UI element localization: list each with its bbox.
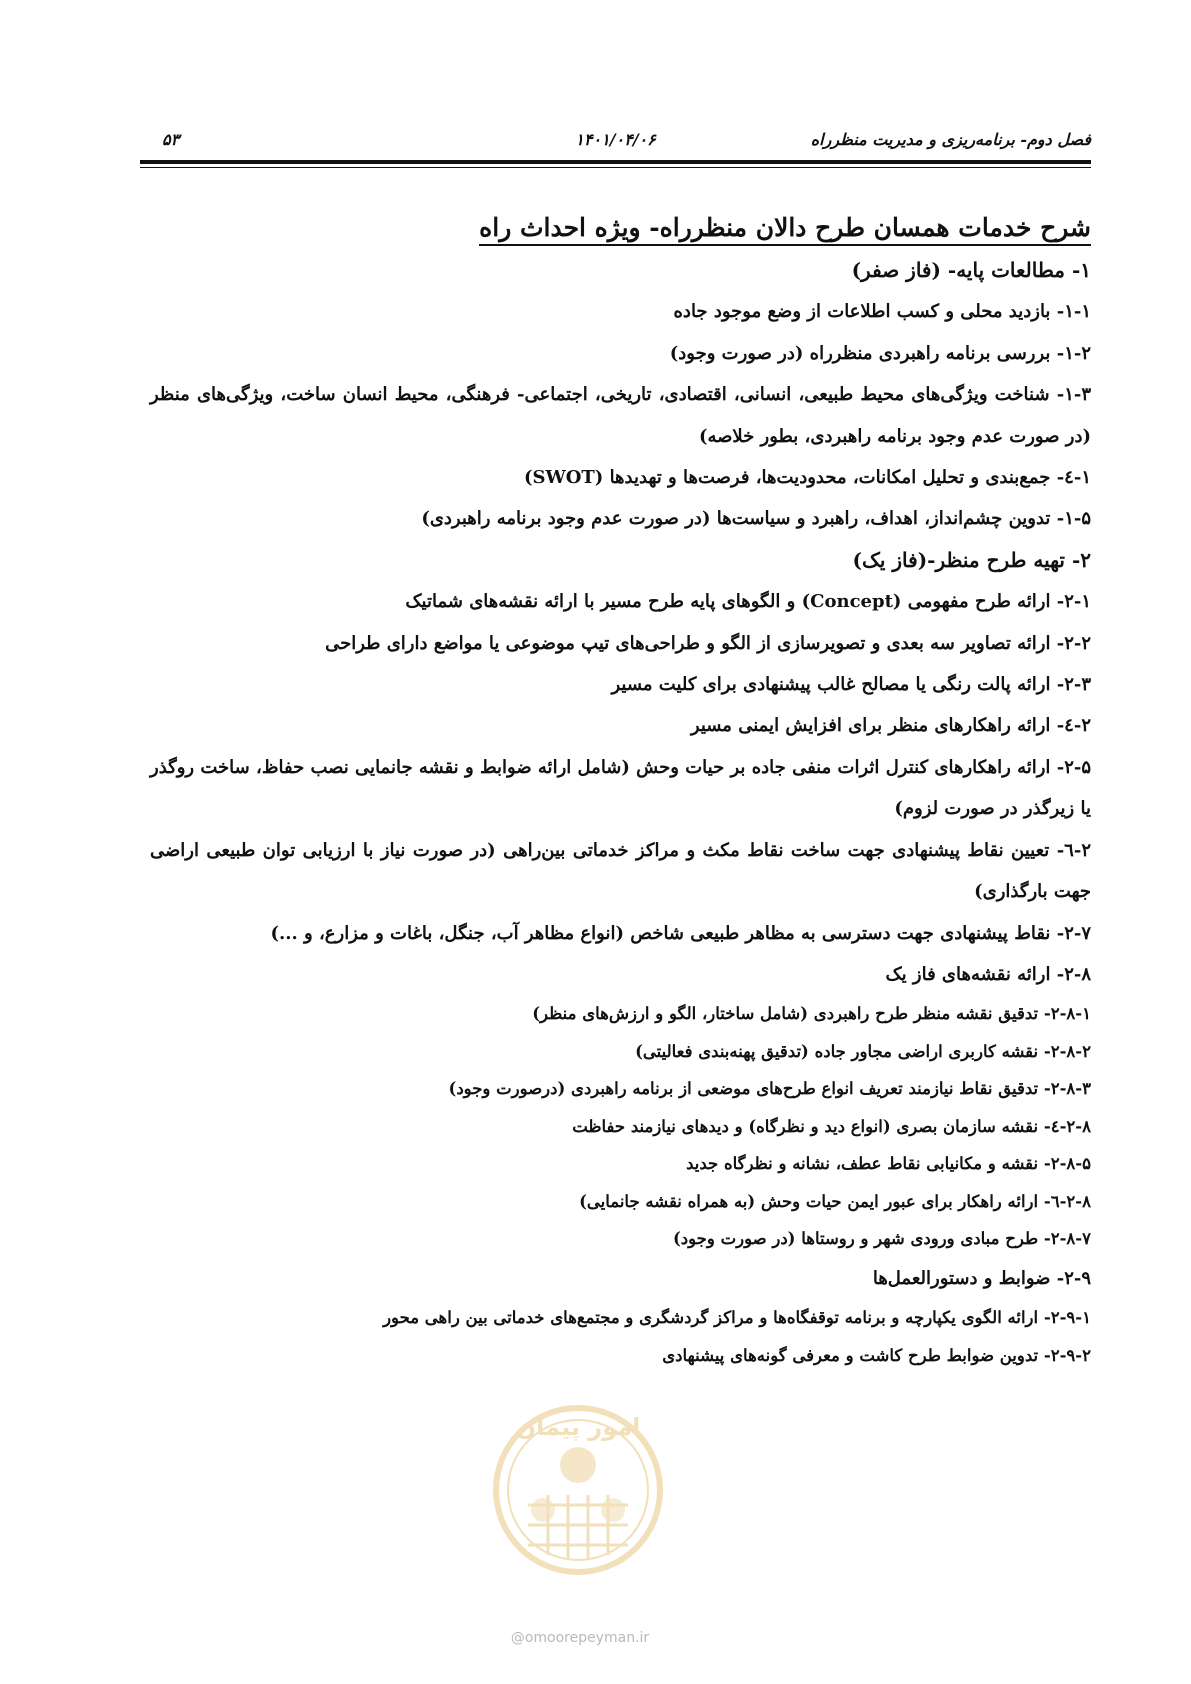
sub-list-item: ۲-۸-۷- طرح مبادی ورودی شهر و روستاها (در صورت وجود) [672,1229,1091,1249]
list-item: ۲-۳- ارائه پالت رنگی یا مصالح غالب پیشنهادی برای کلیت مسیر [611,674,1091,696]
document-body [150,210,1091,1374]
list-item: ۱-۵- تدوین چشم‌انداز، اهداف، راهبرد و سیاست‌ها (در صورت عدم وجود برنامه راهبردی) [421,508,1091,530]
page-header [140,130,1091,154]
section-title [150,210,1091,250]
list-item: ۲-۸- ارائه نقشه‌های فاز یک [885,963,1091,985]
list-item: ۲-۱- ارائه طرح مفهومی (Concept) و الگوهای پایه طرح مسیر با ارائه نقشه‌های شماتیک [405,591,1091,613]
phase-heading: ۱- مطالعات پایه- (فاز صفر) [851,258,1091,282]
sub-list-item: ۲-۹-۱- ارائه الگوی یکپارچه و برنامه توقفگاه‌ها و مراکز گردشگری و مجتمع‌های خدماتی بین راهی محور [383,1308,1091,1328]
watermark-logo-text: امور پیمان [515,1413,641,1441]
header-rule-thin [140,167,1091,168]
sub-list-item: ۲-۸-۲- نقشه کاربری اراضی مجاور جاده (تدقیق پهنه‌بندی فعالیتی) [635,1041,1091,1061]
list-item: ۲-٤- ارائه راهکارهای منظر برای افزایش ایمنی مسیر [690,715,1091,737]
watermark-logo [488,1385,668,1595]
list-item: ۱-۳- شناخت ویژگی‌های محیط طبیعی، انسانی، اقتصادی، تاریخی، اجتماعی- فرهنگی، محیط انسان ساخت، ویژگی‌های منظر (در صورت عدم وجود برنامه راهبردی، بطور خلاصه) [150,384,1091,447]
watermark-site [480,1630,680,1646]
list-item: ۲-۹- ضوابط و دستورالعمل‌ها [872,1267,1091,1289]
section-title-text: شرح خدمات همسان طرح دالان منظرراه- ویژه احداث راه [479,213,1091,246]
sub-list-item: ۲-۸-٦- ارائه راهکار برای عبور ایمن حیات وحش (به همراه نقشه جانمایی) [579,1191,1091,1211]
sub-list-item: ۲-۸-۳- تدقیق نقاط نیازمند تعریف انواع طرح‌های موضعی از برنامه راهبردی (درصورت وجود) [448,1079,1091,1099]
list-item: ۱-٤- جمع‌بندی و تحلیل امکانات، محدودیت‌ها، فرصت‌ها و تهدیدها (SWOT) [523,467,1091,489]
sub-list-item: ۲-۸-۵- نقشه و مکانیابی نقاط عطف، نشانه و نظرگاه جدید [686,1154,1091,1174]
list-item: ۲-۵- ارائه راهکارهای کنترل اثرات منفی جاده بر حیات وحش (شامل ارائه ضوابط و نقشه جانمایی نصب حفاظ، ساخت روگذر یا زیرگذر در صورت لزوم) [150,756,1091,820]
phase-heading: ۲- تهیه طرح منظر-(فاز یک) [852,547,1091,572]
list-item: ۲-۷- نقاط پیشنهادی جهت دسترسی به مظاهر طبیعی شاخص (انواع مظاهر آب، جنگل، باغات و مزارع، و ...) [270,922,1091,944]
list-item: ۱-۲- بررسی برنامه راهبردی منظرراه (در صورت وجود) [669,342,1091,364]
chapter-title: فصل دوم- برنامه‌ریزی و مدیریت منظرراه [810,130,1091,149]
list-item: ۱-۱- بازدید محلی و کسب اطلاعات از وضع موجود جاده [673,301,1091,323]
sub-list-item: ۲-۹-۲- تدوین ضوابط طرح کاشت و معرفی گونه‌های پیشنهادی [662,1345,1091,1365]
list-item: ۲-۲- ارائه تصاویر سه بعدی و تصویرسازی از الگو و طراحی‌های تیپ موضوعی یا مواضع دارای طراحی [325,632,1091,654]
list-item: ۲-٦- تعیین نقاط پیشنهادی جهت ساخت نقاط مکث و مراکز خدماتی بین‌راهی (در صورت نیاز با ارزیابی توان طبیعی اراضی جهت بارگذاری) [150,839,1091,903]
header-date: ۱۴۰۱/۰۴/۰۶ [575,130,656,149]
header-rule-thick [140,160,1091,164]
watermark-at-icon: @ [510,1630,525,1646]
page-number: ۵۳ [162,130,180,149]
sub-list-item: ۲-۸-٤- نقشه سازمان بصری (انواع دید و نظرگاه) و دیدهای نیازمند حفاظت [572,1116,1091,1136]
watermark-site-text: omoorepeyman.ir [524,1630,650,1646]
sub-list-item: ۲-۸-۱- تدقیق نقشه منظر طرح راهبردی (شامل ساختار، الگو و ارزش‌های منظر) [532,1004,1091,1024]
